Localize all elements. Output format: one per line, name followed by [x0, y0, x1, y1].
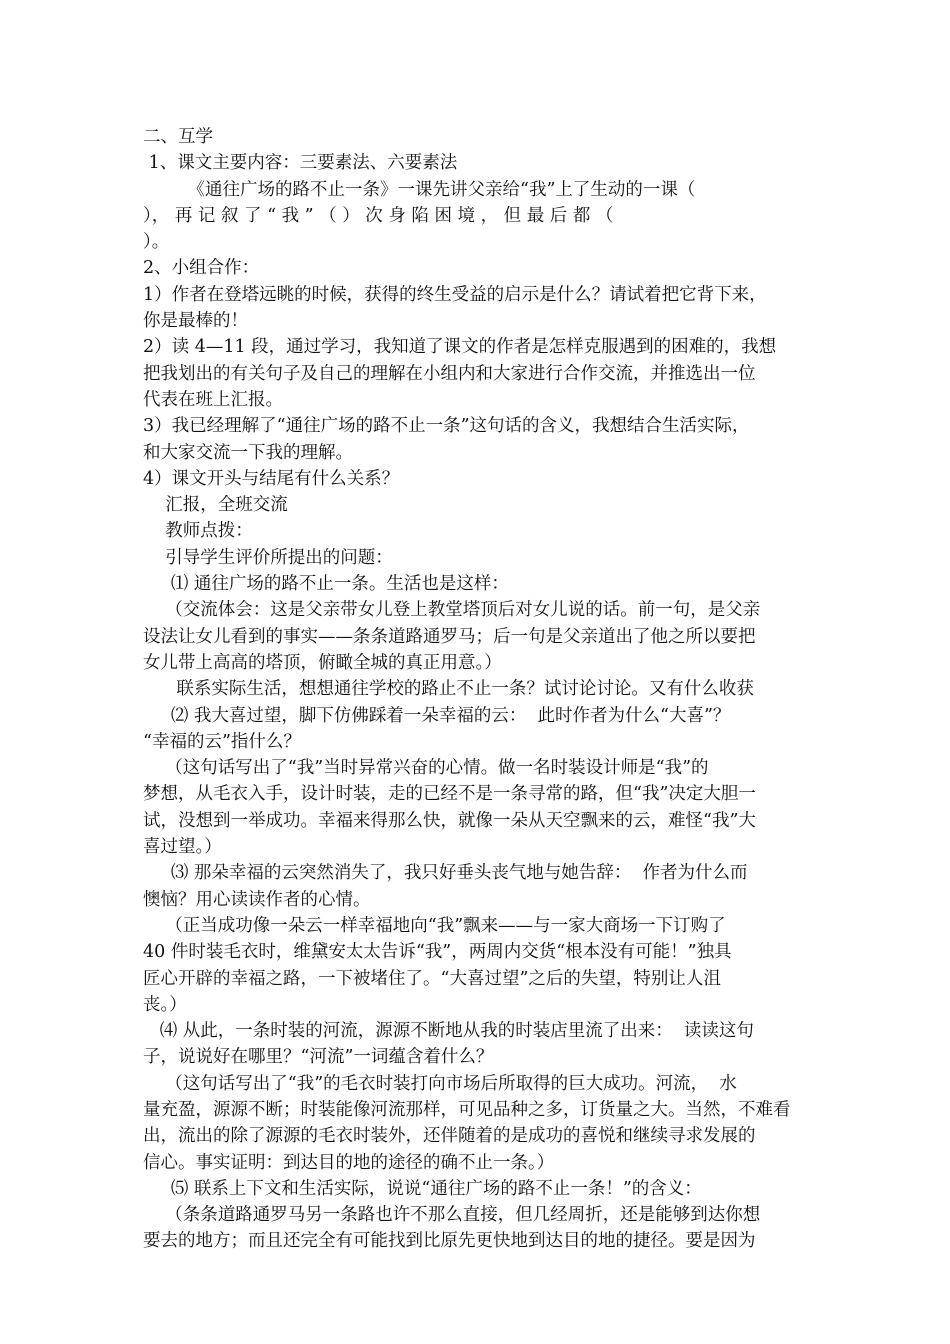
paragraph-line: 联系实际生活，想想通往学校的路止不止一条？试讨论讨论。又有什么收获 — [143, 679, 754, 700]
paragraph-line: 引导学生评价所提出的问题： — [143, 547, 393, 568]
paragraph-line: （条条道路通罗马另一条路也许不那么直接，但几经周折，还是能够到达你想 — [143, 1205, 761, 1226]
paragraph-line: （这句话写出了“我”的毛衣时装打向市场后所取得的巨大成功。河流， 水 — [143, 1073, 737, 1094]
paragraph-line: ⑶ 那朵幸福的云突然消失了，我只好垂头丧气地与她告辞： 作者为什么而 — [143, 863, 748, 884]
document-page — [143, 124, 808, 1255]
paragraph-line: 出，流出的除了源源的毛衣时装外，还伴随着的是成功的喜悦和继续寻求发展的 — [143, 1126, 756, 1147]
paragraph-line: 40 件时装毛衣时，维黛安太太告诉“我”，两周内交货“根本没有可能！”独具 — [143, 942, 732, 963]
paragraph-line: 丧。） — [143, 994, 187, 1015]
paragraph-line: （交流体会：这是父亲带女儿登上教堂塔顶后对女儿说的话。前一句，是父亲 — [143, 600, 761, 621]
paragraph-line: 要去的地方；而且还完全有可能找到比原先更快地到达目的地的捷径。要是因为 — [143, 1231, 756, 1252]
paragraph-line: （正当成功像一朵云一样幸福地向“我”飘来——与一家大商场一下订购了 — [143, 915, 726, 936]
paragraph-line: ⑵ 我大喜过望，脚下仿佛踩着一朵幸福的云： 此时作者为什么“大喜”？ — [143, 705, 731, 726]
question-line: 你是最棒的！ — [143, 311, 248, 332]
fill-blank-line — [143, 203, 808, 229]
paragraph-line: 汇报，全班交流 — [143, 495, 288, 516]
fill-blank-text: ）， 再 记 叙 了 “ 我 ” （ ） 次 身 陷 困 境 ， 但 最 后 都 （ — [143, 205, 614, 226]
question-line: 和大家交流一下我的理解。 — [143, 442, 353, 463]
paragraph-line: 试，没想到一举成功。幸福来得那么快，就像一朵从天空飘来的云，难怪“我”大 — [143, 810, 756, 831]
question-line: 2）读 4—11 段，通过学习，我知道了课文的作者是怎样克服遇到的困难的，我想 — [143, 337, 777, 358]
paragraph-line: 《通往广场的路不止一条》一课先讲父亲给“我”上了生动的一课（ — [143, 179, 696, 200]
subheading-main-content: 1、课文主要内容：三要素法、六要素法 — [143, 153, 458, 174]
paragraph-line: 量充盈，源源不断；时装能像河流那样，可见品种之多，订货量之大。当然，不难看 — [143, 1099, 791, 1120]
paragraph-line: ⑷ 从此，一条时装的河流，源源不断地从我的时装店里流了出来： 读读这句 — [143, 1021, 754, 1042]
paragraph-line: （这句话写出了“我”当时异常兴奋的心情。做一名时装设计师是“我”的 — [143, 758, 709, 779]
question-line: 1）作者在登塔远眺的时候，获得的终生受益的启示是什么？请试着把它背下来， — [143, 284, 767, 305]
paragraph-line: 信心。事实证明：到达目的地的途径的确不止一条。） — [143, 1152, 555, 1173]
question-line: 4）课文开头与结尾有什么关系？ — [143, 468, 400, 489]
paragraph-line: ⑸ 联系上下文和生活实际，说说“通往广场的路不止一条！”的含义： — [143, 1178, 702, 1199]
paragraph-line: 女儿带上高高的塔顶，俯瞰全城的真正用意。） — [143, 652, 502, 673]
paragraph-line: 教师点拨： — [143, 521, 253, 542]
paragraph-line: 懊恼？用心读读作者的心情。 — [143, 889, 371, 910]
question-line: 3）我已经理解了“通往广场的路不止一条”这句话的含义，我想结合生活实际， — [143, 416, 750, 437]
section-heading: 二、互学 — [143, 127, 213, 147]
question-line: 代表在班上汇报。 — [143, 389, 283, 410]
paragraph-line: “幸福的云”指什么？ — [143, 731, 301, 752]
subheading-group-work: 2、小组合作： — [143, 258, 260, 279]
paragraph-line: 子，说说好在哪里？“河流”一词蕴含着什么？ — [143, 1047, 494, 1068]
paragraph-line: 梦想，从毛衣入手，设计时装，走的已经不是一条寻常的路，但“我”决定大胆一 — [143, 784, 756, 805]
paragraph-line: ）。 — [143, 232, 170, 253]
paragraph-line: 设法让女儿看到的事实——条条道路通罗马；后一句是父亲道出了他之所以要把 — [143, 626, 756, 647]
question-line: 把我划出的有关句子及自己的理解在小组内和大家进行合作交流，并推选出一位 — [143, 363, 756, 384]
paragraph-line: 匠心开辟的幸福之路，一下被堵住了。“大喜过望”之后的失望，特别让人沮 — [143, 968, 721, 989]
paragraph-line: ⑴ 通往广场的路不止一条。生活也是这样： — [143, 574, 509, 595]
paragraph-line: 喜过望。） — [143, 837, 222, 858]
